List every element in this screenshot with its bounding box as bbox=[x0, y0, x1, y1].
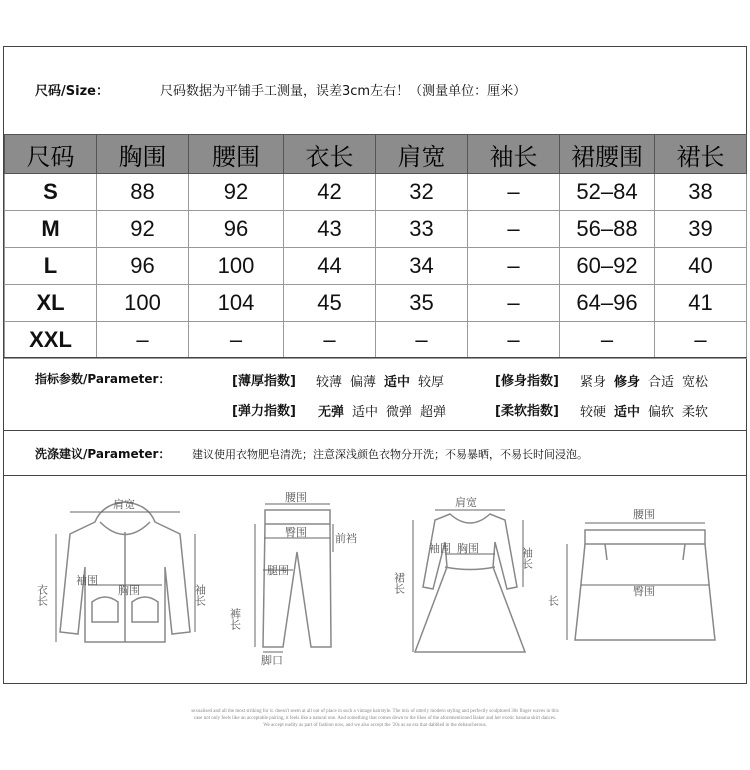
table-cell: 32 bbox=[376, 174, 468, 211]
elastic-options bbox=[318, 401, 454, 420]
table-cell: 92 bbox=[189, 174, 284, 211]
header-sleeve: 袖长 bbox=[468, 135, 560, 174]
shoulder-label: 肩宽 bbox=[455, 496, 477, 509]
table-cell: – bbox=[284, 322, 376, 359]
size-label: 尺码/Size： bbox=[35, 84, 109, 99]
table-cell: 39 bbox=[655, 211, 747, 248]
option: 偏软 bbox=[648, 405, 675, 420]
wash-text: 建议使用衣物肥皂清洗；注意深浅颜色衣物分开洗；不易暴晒，不易长时间浸泡。 bbox=[192, 448, 588, 461]
table-cell: – bbox=[189, 322, 284, 359]
wash-label: 洗涤建议/Parameter： bbox=[35, 447, 171, 461]
thickness-tag: [薄厚指数] bbox=[232, 374, 296, 389]
divider bbox=[3, 430, 747, 431]
waist-label: 腰围 bbox=[633, 508, 655, 521]
divider bbox=[3, 357, 747, 358]
option-selected: 适中 bbox=[384, 375, 411, 390]
table-cell: – bbox=[468, 285, 560, 322]
sleeve-length-label: 袖长 bbox=[193, 584, 207, 606]
fit-tag: [修身指数] bbox=[495, 374, 559, 389]
table-cell: 45 bbox=[284, 285, 376, 322]
table-row bbox=[5, 322, 747, 359]
table-cell: – bbox=[376, 322, 468, 359]
option: 柔软 bbox=[682, 405, 709, 420]
size-note: 尺码数据为平铺手工测量，误差3cm左右！（测量单位：厘米） bbox=[160, 84, 527, 99]
table-cell: 64–96 bbox=[560, 285, 655, 322]
option: 紧身 bbox=[580, 375, 607, 390]
table-cell: 60–92 bbox=[560, 248, 655, 285]
table-cell: 96 bbox=[97, 248, 189, 285]
hip-label: 臀围 bbox=[633, 585, 655, 598]
option: 偏薄 bbox=[350, 375, 377, 390]
table-cell: 35 bbox=[376, 285, 468, 322]
option: 适中 bbox=[352, 405, 379, 420]
length-label: 裙长 bbox=[392, 572, 406, 594]
softness-tag: [柔软指数] bbox=[495, 404, 559, 419]
option: 合适 bbox=[648, 375, 675, 390]
table-cell: 56–88 bbox=[560, 211, 655, 248]
table-row bbox=[5, 211, 747, 248]
sleeve-width-label: 袖围 bbox=[429, 542, 451, 555]
shoulder-label: 肩宽 bbox=[113, 498, 135, 511]
table-cell: 92 bbox=[97, 211, 189, 248]
table-cell: – bbox=[468, 322, 560, 359]
table-cell: M bbox=[5, 211, 97, 248]
header-shoulder: 肩宽 bbox=[376, 135, 468, 174]
header-length: 衣长 bbox=[284, 135, 376, 174]
header-waist: 腰围 bbox=[189, 135, 284, 174]
dress-diagram-icon bbox=[392, 492, 545, 667]
length-label: 衣长 bbox=[35, 584, 49, 606]
table-cell: 44 bbox=[284, 248, 376, 285]
hip-label: 臀围 bbox=[285, 526, 307, 539]
table-header-row bbox=[5, 135, 747, 174]
pants-diagram-icon bbox=[225, 492, 370, 667]
option: 较薄 bbox=[316, 375, 343, 390]
table-cell: S bbox=[5, 174, 97, 211]
table-cell: – bbox=[97, 322, 189, 359]
table-cell: – bbox=[560, 322, 655, 359]
waist-label: 腰围 bbox=[285, 491, 307, 504]
inseam-label: 裤长 bbox=[228, 608, 242, 630]
table-cell: – bbox=[468, 211, 560, 248]
option: 较厚 bbox=[418, 375, 445, 390]
table-row bbox=[5, 248, 747, 285]
rise-label: 前裆 bbox=[335, 532, 357, 545]
parameter-label: 指标参数/Parameter： bbox=[35, 372, 171, 386]
elastic-tag: [弹力指数] bbox=[232, 404, 296, 419]
table-cell: 41 bbox=[655, 285, 747, 322]
table-cell: L bbox=[5, 248, 97, 285]
table-cell: 38 bbox=[655, 174, 747, 211]
table-cell: 104 bbox=[189, 285, 284, 322]
option-selected: 无弹 bbox=[318, 405, 345, 420]
sleeve-width-label: 袖围 bbox=[76, 574, 98, 587]
fit-options bbox=[580, 371, 716, 390]
divider bbox=[3, 475, 747, 476]
table-cell: – bbox=[468, 174, 560, 211]
table-row bbox=[5, 174, 747, 211]
table-cell: 96 bbox=[189, 211, 284, 248]
jacket-diagram-icon bbox=[35, 492, 210, 662]
softness-options bbox=[580, 401, 716, 420]
table-cell: XXL bbox=[5, 322, 97, 359]
table-cell: – bbox=[468, 248, 560, 285]
table-row bbox=[5, 285, 747, 322]
chest-label: 胸围 bbox=[457, 542, 479, 555]
table-cell: 40 bbox=[655, 248, 747, 285]
table-cell: 100 bbox=[189, 248, 284, 285]
option: 宽松 bbox=[682, 375, 709, 390]
header-skirt-waist: 裙腰围 bbox=[560, 135, 655, 174]
sleeve-length-label: 袖长 bbox=[520, 547, 534, 569]
option-selected: 修身 bbox=[614, 375, 641, 390]
table-cell: – bbox=[655, 322, 747, 359]
skirt-diagram-icon bbox=[545, 505, 740, 655]
table-cell: XL bbox=[5, 285, 97, 322]
table-cell: 43 bbox=[284, 211, 376, 248]
table-cell: 100 bbox=[97, 285, 189, 322]
chest-label: 胸围 bbox=[118, 584, 140, 597]
option: 微弹 bbox=[386, 405, 413, 420]
option: 较硬 bbox=[580, 405, 607, 420]
table-cell: 34 bbox=[376, 248, 468, 285]
caption-text: sexualised and all the most striking for it. doesn't seem at all out of place in such a vintage hairstyle. The mix of utterly modern styling and perfectly sculptured 30s finger waves in this case not only feels like an acceptable pairing, it feels like a natural one. And something that comes down to the likes of the aforementioned Baker and her exotic banana skirt dances. We accept nudity as part of fashion now, and we also accept the '20s as an era that dabbled in the debaucherous. bbox=[191, 709, 559, 728]
header-size: 尺码 bbox=[5, 135, 97, 174]
table-cell: 88 bbox=[97, 174, 189, 211]
size-table bbox=[4, 134, 747, 359]
header-skirt-length: 裙长 bbox=[655, 135, 747, 174]
hem-label: 脚口 bbox=[261, 654, 283, 667]
table-cell: 42 bbox=[284, 174, 376, 211]
length-label: 长 bbox=[546, 595, 560, 606]
header-chest: 胸围 bbox=[97, 135, 189, 174]
table-cell: 52–84 bbox=[560, 174, 655, 211]
thickness-options bbox=[316, 371, 452, 390]
option: 超弹 bbox=[420, 405, 447, 420]
option-selected: 适中 bbox=[614, 405, 641, 420]
thigh-label: 腿围 bbox=[267, 564, 289, 577]
table-cell: 33 bbox=[376, 211, 468, 248]
